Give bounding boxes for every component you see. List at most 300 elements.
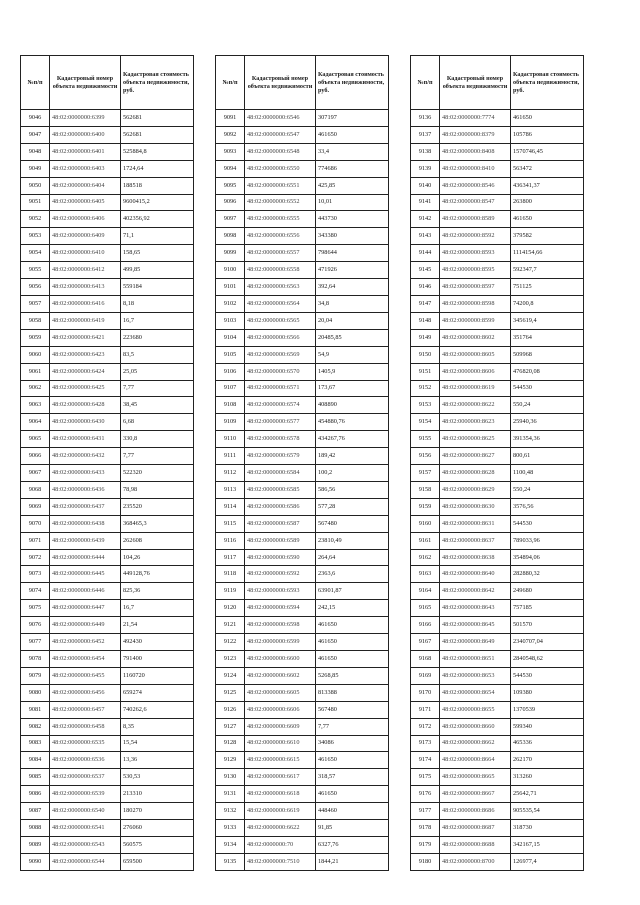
cadastral-number: 48:02:0000000:6436: [50, 481, 121, 498]
cadastral-number: 48:02:0000000:6555: [245, 211, 316, 228]
table-row: [411, 465, 584, 482]
row-number: 9136: [411, 110, 440, 127]
cadastral-number: 48:02:0000000:6543: [50, 836, 121, 853]
cadastral-number: 48:02:0000000:6592: [245, 566, 316, 583]
row-number: 9118: [216, 566, 245, 583]
cadastral-cost: 461650: [316, 651, 389, 668]
row-number: 9101: [216, 279, 245, 296]
table-row: [411, 752, 584, 769]
row-number: 9051: [21, 194, 50, 211]
cadastral-number: 48:02:0000000:6432: [50, 448, 121, 465]
cadastral-number: 48:02:0000000:6570: [245, 363, 316, 380]
cadastral-number: 48:02:0000000:6400: [50, 126, 121, 143]
row-number: 9149: [411, 329, 440, 346]
cadastral-number: 48:02:0000000:8546: [440, 177, 511, 194]
cadastral-cost: 567480: [316, 701, 389, 718]
cadastral-number: 48:02:0000000:6438: [50, 515, 121, 532]
row-number: 9146: [411, 279, 440, 296]
table-row: [411, 803, 584, 820]
cadastral-number: 48:02:0000000:8597: [440, 279, 511, 296]
table-row: [21, 262, 194, 279]
table-row: [216, 853, 389, 870]
row-number: 9069: [21, 498, 50, 515]
table-row: [411, 684, 584, 701]
cadastral-number: 48:02:0000000:8625: [440, 431, 511, 448]
cadastral-number: 48:02:0000000:6590: [245, 549, 316, 566]
cadastral-number: 48:02:0000000:6547: [245, 126, 316, 143]
table-row: [216, 346, 389, 363]
row-number: 9172: [411, 718, 440, 735]
row-number: 9129: [216, 752, 245, 769]
cadastral-cost: 577,28: [316, 498, 389, 515]
cadastral-cost: 223680: [121, 329, 194, 346]
header-cadastral-number: Кадастровый номер объекта недвижимости: [50, 56, 121, 110]
cadastral-cost: 6,68: [121, 414, 194, 431]
table-row: [216, 684, 389, 701]
cadastral-number: 48:02:0000000:6605: [245, 684, 316, 701]
table-row: [21, 769, 194, 786]
row-number: 9156: [411, 448, 440, 465]
cadastral-number: 48:02:0000000:6593: [245, 583, 316, 600]
table-row: [411, 312, 584, 329]
cadastral-number: 48:02:0000000:7510: [245, 853, 316, 870]
table-header-row: [21, 56, 194, 110]
cadastral-number: 48:02:0000000:8622: [440, 397, 511, 414]
row-number: 9046: [21, 110, 50, 127]
cadastral-number: 48:02:0000000:6598: [245, 617, 316, 634]
row-number: 9071: [21, 532, 50, 549]
cadastral-cost: 789033,96: [511, 532, 584, 549]
cadastral-number: 48:02:0000000:8599: [440, 312, 511, 329]
cadastral-number: 48:02:0000000:6587: [245, 515, 316, 532]
cadastral-number: 48:02:0000000:6416: [50, 295, 121, 312]
cadastral-cost: 313260: [511, 769, 584, 786]
cadastral-number: 48:02:0000000:6618: [245, 786, 316, 803]
table-row: [216, 617, 389, 634]
table-row: [21, 515, 194, 532]
cadastral-number: 48:02:0000000:8686: [440, 803, 511, 820]
cadastral-cost: 83,5: [121, 346, 194, 363]
row-number: 9140: [411, 177, 440, 194]
cadastral-cost: 91,85: [316, 820, 389, 837]
cadastral-cost: 282880,32: [511, 566, 584, 583]
cadastral-cost: 109380: [511, 684, 584, 701]
table-row: [411, 143, 584, 160]
cadastral-number: 48:02:0000000:8605: [440, 346, 511, 363]
table-row: [411, 735, 584, 752]
cadastral-number: 48:02:0000000:6419: [50, 312, 121, 329]
table-row: [216, 718, 389, 735]
cadastral-number: 48:02:0000000:8640: [440, 566, 511, 583]
cadastral-number: 48:02:0000000:6539: [50, 786, 121, 803]
cadastral-cost: 23810,49: [316, 532, 389, 549]
cadastral-cost: 263800: [511, 194, 584, 211]
table-row: [216, 431, 389, 448]
cadastral-cost: 544530: [511, 667, 584, 684]
cadastral-cost: 368465,3: [121, 515, 194, 532]
row-number: 9112: [216, 465, 245, 482]
table-row: [21, 735, 194, 752]
cadastral-cost: 461650: [316, 752, 389, 769]
cadastral-number: 48:02:0000000:6544: [50, 853, 121, 870]
cadastral-cost: 461650: [511, 211, 584, 228]
row-number: 9158: [411, 481, 440, 498]
cadastral-number: 48:02:0000000:6423: [50, 346, 121, 363]
cadastral-number: 48:02:0000000:6409: [50, 228, 121, 245]
row-number: 9054: [21, 245, 50, 262]
cadastral-cost: 550,24: [511, 481, 584, 498]
cadastral-number: 48:02:0000000:6609: [245, 718, 316, 735]
cadastral-number: 48:02:0000000:6579: [245, 448, 316, 465]
row-number: 9073: [21, 566, 50, 583]
row-number: 9152: [411, 380, 440, 397]
row-number: 9142: [411, 211, 440, 228]
row-number: 9138: [411, 143, 440, 160]
row-number: 9099: [216, 245, 245, 262]
table-row: [216, 177, 389, 194]
cadastral-number: 48:02:0000000:6428: [50, 397, 121, 414]
cadastral-cost: 25642,71: [511, 786, 584, 803]
cadastral-cost: 443730: [316, 211, 389, 228]
cadastral-number: 48:02:0000000:6449: [50, 617, 121, 634]
row-number: 9108: [216, 397, 245, 414]
cadastral-cost: 262170: [511, 752, 584, 769]
cadastral-cost: 751125: [511, 279, 584, 296]
row-number: 9067: [21, 465, 50, 482]
cadastral-number: 48:02:0000000:6536: [50, 752, 121, 769]
cadastral-cost: 5268,85: [316, 667, 389, 684]
row-number: 9167: [411, 634, 440, 651]
table-row: [411, 448, 584, 465]
cadastral-number: 48:02:0000000:8379: [440, 126, 511, 143]
row-number: 9089: [21, 836, 50, 853]
cadastral-cost: 544530: [511, 380, 584, 397]
cadastral-number: 48:02:0000000:6401: [50, 143, 121, 160]
table-row: [411, 346, 584, 363]
cadastral-number: 48:02:0000000:8547: [440, 194, 511, 211]
cadastral-cost: 461650: [316, 634, 389, 651]
cadastral-number: 48:02:0000000:8662: [440, 735, 511, 752]
cadastral-cost: 9600415,2: [121, 194, 194, 211]
row-number: 9102: [216, 295, 245, 312]
table-row: [21, 245, 194, 262]
cadastral-cost: 544530: [511, 515, 584, 532]
table-row: [411, 245, 584, 262]
cadastral-number: 48:02:0000000:8606: [440, 363, 511, 380]
cadastral-cost: 330,8: [121, 431, 194, 448]
cadastral-cost: 262608: [121, 532, 194, 549]
row-number: 9123: [216, 651, 245, 668]
row-number: 9119: [216, 583, 245, 600]
cadastral-cost: 7,77: [121, 380, 194, 397]
cadastral-cost: 34086: [316, 735, 389, 752]
table-row: [216, 600, 389, 617]
row-number: 9177: [411, 803, 440, 820]
row-number: 9090: [21, 853, 50, 870]
cadastral-cost: 461650: [511, 110, 584, 127]
cadastral-number: 48:02:0000000:6405: [50, 194, 121, 211]
row-number: 9154: [411, 414, 440, 431]
cadastral-number: 48:02:0000000:6552: [245, 194, 316, 211]
cadastral-cost: 213310: [121, 786, 194, 803]
cadastral-cost: 345619,4: [511, 312, 584, 329]
row-number: 9130: [216, 769, 245, 786]
row-number: 9126: [216, 701, 245, 718]
cadastral-cost: 8,35: [121, 718, 194, 735]
cadastral-number: 48:02:0000000:8589: [440, 211, 511, 228]
row-number: 9078: [21, 651, 50, 668]
row-number: 9120: [216, 600, 245, 617]
row-number: 9047: [21, 126, 50, 143]
table-row: [411, 600, 584, 617]
table-row: [216, 312, 389, 329]
cadastral-number: 48:02:0000000:6574: [245, 397, 316, 414]
cadastral-cost: 525884,8: [121, 143, 194, 160]
row-number: 9083: [21, 735, 50, 752]
cadastral-number: 48:02:0000000:8619: [440, 380, 511, 397]
cadastral-cost: 63901,87: [316, 583, 389, 600]
cadastral-cost: 276060: [121, 820, 194, 837]
cadastral-cost: 173,67: [316, 380, 389, 397]
row-number: 9092: [216, 126, 245, 143]
cadastral-cost: 16,7: [121, 600, 194, 617]
header-cadastral-cost: Кадастровая стоимость объекта недвижимости, руб.: [316, 56, 389, 110]
cadastral-cost: 351764: [511, 329, 584, 346]
header-num: №п/п: [411, 56, 440, 110]
cadastral-number: 48:02:0000000:6421: [50, 329, 121, 346]
cadastral-number: 48:02:0000000:6557: [245, 245, 316, 262]
cadastral-number: 48:02:0000000:6610: [245, 735, 316, 752]
row-number: 9122: [216, 634, 245, 651]
header-num: №п/п: [21, 56, 50, 110]
cadastral-number: 48:02:0000000:8653: [440, 667, 511, 684]
table-row: [411, 160, 584, 177]
table-row: [21, 481, 194, 498]
row-number: 9165: [411, 600, 440, 617]
row-number: 9148: [411, 312, 440, 329]
table-row: [21, 448, 194, 465]
row-number: 9052: [21, 211, 50, 228]
cadastral-cost: 10,01: [316, 194, 389, 211]
row-number: 9094: [216, 160, 245, 177]
row-number: 9061: [21, 363, 50, 380]
cadastral-cost: 448460: [316, 803, 389, 820]
table-row: [21, 617, 194, 634]
cadastral-number: 48:02:0000000:8593: [440, 245, 511, 262]
cadastral-number: 48:02:0000000:6600: [245, 651, 316, 668]
row-number: 9103: [216, 312, 245, 329]
table-row: [21, 600, 194, 617]
cadastral-number: 48:02:0000000:6439: [50, 532, 121, 549]
table-row: [411, 769, 584, 786]
table-row: [216, 465, 389, 482]
table-row: [411, 481, 584, 498]
cadastral-cost: 126977,4: [511, 853, 584, 870]
cadastral-cost: 1844,21: [316, 853, 389, 870]
row-number: 9125: [216, 684, 245, 701]
table-row: [21, 431, 194, 448]
cadastral-number: 48:02:0000000:6586: [245, 498, 316, 515]
cadastral-cost: 476820,08: [511, 363, 584, 380]
row-number: 9170: [411, 684, 440, 701]
table-row: [21, 312, 194, 329]
cadastral-cost: 264,64: [316, 549, 389, 566]
cadastral-cost: 659274: [121, 684, 194, 701]
table-row: [21, 532, 194, 549]
cadastral-cost: 158,65: [121, 245, 194, 262]
cadastral-cost: 563472: [511, 160, 584, 177]
table-row: [216, 532, 389, 549]
cadastral-number: 48:02:0000000:6456: [50, 684, 121, 701]
table-header-row: [411, 56, 584, 110]
cadastral-number: 48:02:0000000:6455: [50, 667, 121, 684]
table-row: [21, 752, 194, 769]
table-row: [411, 329, 584, 346]
cadastral-cost: 550,24: [511, 397, 584, 414]
cadastral-cost: 391354,36: [511, 431, 584, 448]
row-number: 9065: [21, 431, 50, 448]
cadastral-number: 48:02:0000000:8623: [440, 414, 511, 431]
table-row: [411, 634, 584, 651]
table-row: [216, 549, 389, 566]
row-number: 9147: [411, 295, 440, 312]
table-row: [411, 701, 584, 718]
row-number: 9117: [216, 549, 245, 566]
table-row: [411, 853, 584, 870]
row-number: 9109: [216, 414, 245, 431]
cadastral-cost: 461650: [316, 786, 389, 803]
cadastral-cost: 343380: [316, 228, 389, 245]
row-number: 9066: [21, 448, 50, 465]
cadastral-cost: 774686: [316, 160, 389, 177]
row-number: 9141: [411, 194, 440, 211]
cadastral-number: 48:02:0000000:8630: [440, 498, 511, 515]
table-row: [216, 262, 389, 279]
row-number: 9087: [21, 803, 50, 820]
row-number: 9139: [411, 160, 440, 177]
row-number: 9093: [216, 143, 245, 160]
table-header-row: [216, 56, 389, 110]
table-row: [411, 836, 584, 853]
table-row: [21, 667, 194, 684]
row-number: 9178: [411, 820, 440, 837]
row-number: 9074: [21, 583, 50, 600]
row-number: 9055: [21, 262, 50, 279]
cadastral-cost: 318,57: [316, 769, 389, 786]
table-row: [21, 228, 194, 245]
cadastral-cost: 402356,92: [121, 211, 194, 228]
cadastral-number: 48:02:0000000:8638: [440, 549, 511, 566]
table-row: [216, 245, 389, 262]
cadastral-cost: 592347,7: [511, 262, 584, 279]
cadastral-number: 48:02:0000000:8687: [440, 820, 511, 837]
row-number: 9095: [216, 177, 245, 194]
table-row: [21, 465, 194, 482]
cadastral-cost: 1570746,45: [511, 143, 584, 160]
cadastral-cost: 408890: [316, 397, 389, 414]
row-number: 9064: [21, 414, 50, 431]
cadastral-cost: 342167,15: [511, 836, 584, 853]
row-number: 9166: [411, 617, 440, 634]
row-number: 9097: [216, 211, 245, 228]
row-number: 9077: [21, 634, 50, 651]
cadastral-number: 48:02:0000000:8660: [440, 718, 511, 735]
cadastral-number: 48:02:0000000:6430: [50, 414, 121, 431]
row-number: 9163: [411, 566, 440, 583]
cadastral-cost: 434267,76: [316, 431, 389, 448]
row-number: 9160: [411, 515, 440, 532]
row-number: 9168: [411, 651, 440, 668]
table-row: [411, 414, 584, 431]
row-number: 9048: [21, 143, 50, 160]
table-row: [216, 279, 389, 296]
table-row: [21, 820, 194, 837]
row-number: 9162: [411, 549, 440, 566]
row-number: 9107: [216, 380, 245, 397]
cadastral-number: 48:02:0000000:6431: [50, 431, 121, 448]
table-row: [21, 177, 194, 194]
row-number: 9081: [21, 701, 50, 718]
cadastral-number: 48:02:0000000:8408: [440, 143, 511, 160]
row-number: 9179: [411, 836, 440, 853]
table-row: [21, 853, 194, 870]
cadastral-cost: 78,98: [121, 481, 194, 498]
table-row: [411, 228, 584, 245]
cadastral-number: 48:02:0000000:6535: [50, 735, 121, 752]
row-number: 9133: [216, 820, 245, 837]
table-row: [216, 634, 389, 651]
table-row: [21, 160, 194, 177]
row-number: 9060: [21, 346, 50, 363]
cadastral-cost: 2363,6: [316, 566, 389, 583]
table-row: [411, 279, 584, 296]
table-row: [21, 583, 194, 600]
row-number: 9128: [216, 735, 245, 752]
row-number: 9079: [21, 667, 50, 684]
row-number: 9143: [411, 228, 440, 245]
table-row: [21, 498, 194, 515]
cadastral-cost: 16,7: [121, 312, 194, 329]
cadastral-number: 48:02:0000000:6550: [245, 160, 316, 177]
cadastral-cost: 20,04: [316, 312, 389, 329]
cadastral-cost: 354894,06: [511, 549, 584, 566]
cadastral-number: 48:02:0000000:8410: [440, 160, 511, 177]
row-number: 9049: [21, 160, 50, 177]
row-number: 9072: [21, 549, 50, 566]
cadastral-cost: 249680: [511, 583, 584, 600]
cadastral-number: 48:02:0000000:8700: [440, 853, 511, 870]
row-number: 9056: [21, 279, 50, 296]
row-number: 9151: [411, 363, 440, 380]
table-row: [216, 397, 389, 414]
row-number: 9131: [216, 786, 245, 803]
row-number: 9070: [21, 515, 50, 532]
table-row: [21, 194, 194, 211]
table-row: [411, 549, 584, 566]
cadastral-cost: 307197: [316, 110, 389, 127]
table-row: [411, 380, 584, 397]
header-cadastral-cost: Кадастровая стоимость объекта недвижимости, руб.: [121, 56, 194, 110]
cadastral-number: 48:02:0000000:6551: [245, 177, 316, 194]
row-number: 9124: [216, 667, 245, 684]
cadastral-cost: 189,42: [316, 448, 389, 465]
cadastral-number: 48:02:0000000:6404: [50, 177, 121, 194]
row-number: 9113: [216, 481, 245, 498]
cadastral-cost: 100,2: [316, 465, 389, 482]
cadastral-number: 48:02:0000000:8629: [440, 481, 511, 498]
row-number: 9127: [216, 718, 245, 735]
row-number: 9110: [216, 431, 245, 448]
